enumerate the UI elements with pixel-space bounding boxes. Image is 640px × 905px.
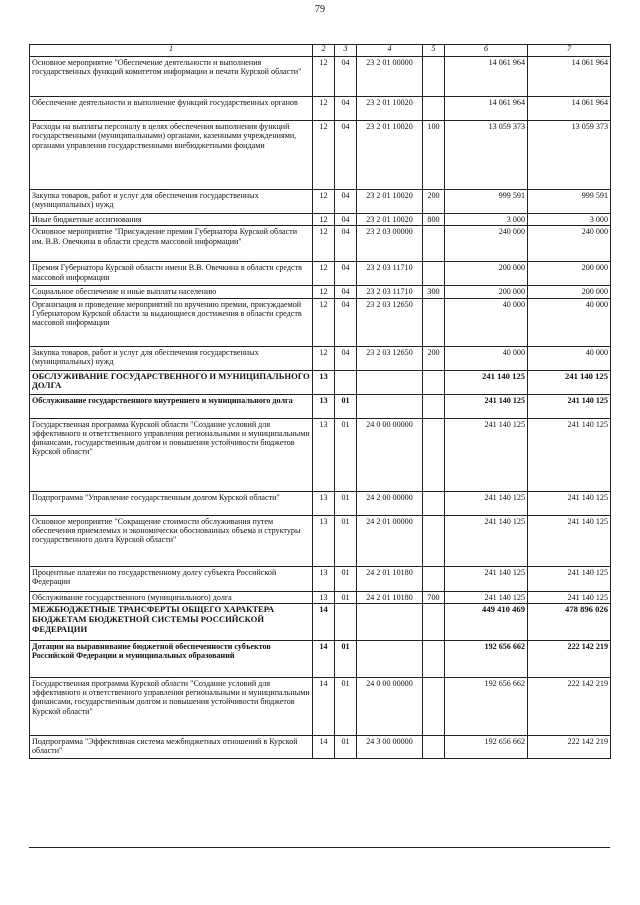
row-expense-type: 300 bbox=[423, 286, 445, 298]
table-row bbox=[30, 735, 611, 758]
row-target-article: 23 2 01 10020 bbox=[357, 121, 423, 190]
row-amount-year2: 240 000 bbox=[528, 226, 611, 262]
row-amount-year1: 241 140 125 bbox=[445, 515, 528, 566]
row-section-code: 14 bbox=[313, 603, 335, 640]
table-row bbox=[30, 226, 611, 262]
row-description: Премия Губернатора Курской области имени В.В. Овечкина в области средств массовой информации bbox=[30, 262, 313, 286]
row-subsection-code: 04 bbox=[335, 262, 357, 286]
row-section-code: 14 bbox=[313, 735, 335, 758]
row-section-code: 13 bbox=[313, 591, 335, 603]
row-expense-type bbox=[423, 735, 445, 758]
row-amount-year1: 999 591 bbox=[445, 190, 528, 214]
row-subsection-code: 04 bbox=[335, 97, 357, 121]
row-description: Расходы на выплаты персоналу в целях обеспечения выполнения функций государственными (муниципальными) органами, казенными учреждениями, органами управления государственными внебюджетными фондами bbox=[30, 121, 313, 190]
row-expense-type bbox=[423, 97, 445, 121]
row-amount-year1: 40 000 bbox=[445, 298, 528, 346]
row-subsection-code: 04 bbox=[335, 286, 357, 298]
row-amount-year1: 192 656 662 bbox=[445, 640, 528, 677]
table-row bbox=[30, 370, 611, 394]
row-subsection-code: 01 bbox=[335, 394, 357, 418]
row-description: Обслуживание государственного (муниципального) долга bbox=[30, 591, 313, 603]
row-expense-type: 200 bbox=[423, 190, 445, 214]
row-amount-year2: 241 140 125 bbox=[528, 394, 611, 418]
table-row bbox=[30, 214, 611, 226]
row-amount-year1: 192 656 662 bbox=[445, 677, 528, 735]
page-number: 79 bbox=[315, 4, 325, 15]
row-section-code: 12 bbox=[313, 262, 335, 286]
row-section-code: 12 bbox=[313, 286, 335, 298]
table-row bbox=[30, 566, 611, 591]
row-target-article: 24 0 00 00000 bbox=[357, 418, 423, 491]
row-section-code: 12 bbox=[313, 190, 335, 214]
row-subsection-code bbox=[335, 370, 357, 394]
row-subsection-code: 04 bbox=[335, 346, 357, 370]
row-amount-year2: 222 142 219 bbox=[528, 640, 611, 677]
row-amount-year2: 200 000 bbox=[528, 262, 611, 286]
row-expense-type: 200 bbox=[423, 346, 445, 370]
row-section-code: 12 bbox=[313, 298, 335, 346]
row-expense-type bbox=[423, 515, 445, 566]
row-expense-type bbox=[423, 603, 445, 640]
table-row bbox=[30, 286, 611, 298]
row-description: Обслуживание государственного внутреннего и муниципального долга bbox=[30, 394, 313, 418]
row-subsection-code: 01 bbox=[335, 515, 357, 566]
row-subsection-code bbox=[335, 603, 357, 640]
row-section-code: 13 bbox=[313, 418, 335, 491]
row-description: МЕЖБЮДЖЕТНЫЕ ТРАНСФЕРТЫ ОБЩЕГО ХАРАКТЕРА БЮДЖЕТАМ БЮДЖЕТНОЙ СИСТЕМЫ РОССИЙСКОЙ ФЕДЕРАЦИИ bbox=[30, 603, 313, 640]
table-row bbox=[30, 121, 611, 190]
row-target-article: 24 3 00 00000 bbox=[357, 735, 423, 758]
row-subsection-code: 04 bbox=[335, 121, 357, 190]
row-section-code: 12 bbox=[313, 346, 335, 370]
row-amount-year2: 241 140 125 bbox=[528, 491, 611, 515]
row-expense-type bbox=[423, 370, 445, 394]
table-row bbox=[30, 57, 611, 97]
row-section-code: 14 bbox=[313, 640, 335, 677]
row-amount-year2: 13 059 373 bbox=[528, 121, 611, 190]
row-description: Государственная программа Курской области "Создание условий для эффективного и ответственного управления региональными и муниципальными финансами, государственным долгом и повышения устойчивости бюджетов Курской области" bbox=[30, 418, 313, 491]
row-description: Закупка товаров, работ и услуг для обеспечения государственных (муниципальных) нужд bbox=[30, 346, 313, 370]
row-amount-year1: 13 059 373 bbox=[445, 121, 528, 190]
row-expense-type bbox=[423, 566, 445, 591]
row-amount-year1: 200 000 bbox=[445, 262, 528, 286]
row-amount-year1: 3 000 bbox=[445, 214, 528, 226]
row-amount-year1: 40 000 bbox=[445, 346, 528, 370]
row-target-article: 23 2 01 10020 bbox=[357, 97, 423, 121]
table-row bbox=[30, 298, 611, 346]
table-row bbox=[30, 591, 611, 603]
row-section-code: 12 bbox=[313, 214, 335, 226]
column-header-3: 3 bbox=[335, 45, 357, 57]
row-expense-type bbox=[423, 57, 445, 97]
column-header-row bbox=[30, 45, 611, 57]
row-amount-year2: 14 061 964 bbox=[528, 57, 611, 97]
row-amount-year2: 241 140 125 bbox=[528, 418, 611, 491]
row-description: Подпрограмма "Эффективная система межбюджетных отношений в Курской области" bbox=[30, 735, 313, 758]
budget-table bbox=[29, 44, 611, 759]
column-header-5: 5 bbox=[423, 45, 445, 57]
row-amount-year1: 14 061 964 bbox=[445, 97, 528, 121]
row-subsection-code: 01 bbox=[335, 566, 357, 591]
row-amount-year2: 200 000 bbox=[528, 286, 611, 298]
row-amount-year2: 40 000 bbox=[528, 346, 611, 370]
row-description: Иные бюджетные ассигнования bbox=[30, 214, 313, 226]
table-row bbox=[30, 346, 611, 370]
row-target-article: 24 0 00 00000 bbox=[357, 677, 423, 735]
column-header-6: 6 bbox=[445, 45, 528, 57]
row-target-article: 23 2 03 12650 bbox=[357, 346, 423, 370]
row-amount-year1: 241 140 125 bbox=[445, 591, 528, 603]
row-expense-type: 100 bbox=[423, 121, 445, 190]
row-expense-type bbox=[423, 226, 445, 262]
row-target-article: 23 2 03 00000 bbox=[357, 226, 423, 262]
table-row bbox=[30, 491, 611, 515]
row-amount-year2: 222 142 219 bbox=[528, 677, 611, 735]
row-target-article: 23 2 01 10020 bbox=[357, 190, 423, 214]
table-row bbox=[30, 262, 611, 286]
row-amount-year1: 14 061 964 bbox=[445, 57, 528, 97]
table-row bbox=[30, 640, 611, 677]
row-expense-type bbox=[423, 394, 445, 418]
row-section-code: 14 bbox=[313, 677, 335, 735]
row-amount-year1: 449 410 469 bbox=[445, 603, 528, 640]
row-subsection-code: 04 bbox=[335, 226, 357, 262]
row-expense-type bbox=[423, 298, 445, 346]
column-header-1: 1 bbox=[30, 45, 313, 57]
row-amount-year2: 14 061 964 bbox=[528, 97, 611, 121]
row-section-code: 13 bbox=[313, 394, 335, 418]
row-target-article: 24 2 01 10180 bbox=[357, 591, 423, 603]
row-amount-year2: 478 896 026 bbox=[528, 603, 611, 640]
row-amount-year2: 241 140 125 bbox=[528, 370, 611, 394]
row-description: Подпрограмма "Управление государственным долгом Курской области" bbox=[30, 491, 313, 515]
row-section-code: 13 bbox=[313, 515, 335, 566]
row-expense-type bbox=[423, 262, 445, 286]
row-target-article: 23 2 01 00000 bbox=[357, 57, 423, 97]
row-section-code: 12 bbox=[313, 57, 335, 97]
row-amount-year2: 3 000 bbox=[528, 214, 611, 226]
row-subsection-code: 01 bbox=[335, 735, 357, 758]
row-section-code: 13 bbox=[313, 370, 335, 394]
row-amount-year2: 241 140 125 bbox=[528, 566, 611, 591]
row-subsection-code: 04 bbox=[335, 298, 357, 346]
row-expense-type bbox=[423, 677, 445, 735]
row-section-code: 12 bbox=[313, 226, 335, 262]
row-target-article bbox=[357, 370, 423, 394]
row-subsection-code: 04 bbox=[335, 214, 357, 226]
row-expense-type bbox=[423, 640, 445, 677]
row-description: Социальное обеспечение и иные выплаты населению bbox=[30, 286, 313, 298]
row-description: Обеспечение деятельности и выполнение функций государственных органов bbox=[30, 97, 313, 121]
row-subsection-code: 01 bbox=[335, 640, 357, 677]
column-header-4: 4 bbox=[357, 45, 423, 57]
page-bottom-rule bbox=[29, 847, 610, 848]
row-target-article bbox=[357, 640, 423, 677]
row-amount-year1: 192 656 662 bbox=[445, 735, 528, 758]
row-amount-year1: 200 000 bbox=[445, 286, 528, 298]
row-section-code: 13 bbox=[313, 566, 335, 591]
row-amount-year1: 241 140 125 bbox=[445, 418, 528, 491]
table-row bbox=[30, 603, 611, 640]
table-row bbox=[30, 394, 611, 418]
table-row bbox=[30, 97, 611, 121]
row-description: Процентные платежи по государственному долгу субъекта Российской Федерации bbox=[30, 566, 313, 591]
row-target-article: 24 2 01 10180 bbox=[357, 566, 423, 591]
row-description: Организация и проведение мероприятий по вручению премии, присуждаемой Губернатором Курской области за выдающиеся достижения в области средств массовой информации bbox=[30, 298, 313, 346]
row-target-article: 24 2 00 00000 bbox=[357, 491, 423, 515]
row-amount-year2: 241 140 125 bbox=[528, 515, 611, 566]
row-subsection-code: 01 bbox=[335, 591, 357, 603]
row-target-article bbox=[357, 394, 423, 418]
row-section-code: 13 bbox=[313, 491, 335, 515]
row-description: Основное мероприятие "Сокращение стоимости обслуживания путем обеспечения приемлемых и экономически обоснованных объема и структуры государственного долга Курской области" bbox=[30, 515, 313, 566]
row-subsection-code: 01 bbox=[335, 418, 357, 491]
row-subsection-code: 01 bbox=[335, 491, 357, 515]
row-section-code: 12 bbox=[313, 97, 335, 121]
row-target-article bbox=[357, 603, 423, 640]
row-target-article: 24 2 01 00000 bbox=[357, 515, 423, 566]
table-row bbox=[30, 418, 611, 491]
row-amount-year1: 241 140 125 bbox=[445, 370, 528, 394]
row-target-article: 23 2 03 12650 bbox=[357, 298, 423, 346]
table-row bbox=[30, 515, 611, 566]
row-amount-year1: 241 140 125 bbox=[445, 566, 528, 591]
row-amount-year2: 999 591 bbox=[528, 190, 611, 214]
row-subsection-code: 01 bbox=[335, 677, 357, 735]
row-description: Основное мероприятие "Присуждение премии Губернатора Курской области им. В.В. Овечкина в области средств массовой информации" bbox=[30, 226, 313, 262]
row-target-article: 23 2 01 10020 bbox=[357, 214, 423, 226]
row-amount-year2: 222 142 219 bbox=[528, 735, 611, 758]
table-row bbox=[30, 677, 611, 735]
row-target-article: 23 2 03 11710 bbox=[357, 286, 423, 298]
row-expense-type: 800 bbox=[423, 214, 445, 226]
row-amount-year2: 241 140 125 bbox=[528, 591, 611, 603]
row-description: Государственная программа Курской области "Создание условий для эффективного и ответственного управления региональными и муниципальными финансами, государственным долгом и повышения устойчивости бюджетов Курской области" bbox=[30, 677, 313, 735]
row-amount-year1: 241 140 125 bbox=[445, 491, 528, 515]
row-subsection-code: 04 bbox=[335, 57, 357, 97]
row-description: Дотации на выравнивание бюджетной обеспеченности субъектов Российской Федерации и муниципальных образований bbox=[30, 640, 313, 677]
table-row bbox=[30, 190, 611, 214]
row-amount-year1: 241 140 125 bbox=[445, 394, 528, 418]
column-header-2: 2 bbox=[313, 45, 335, 57]
row-expense-type bbox=[423, 418, 445, 491]
row-subsection-code: 04 bbox=[335, 190, 357, 214]
row-description: ОБСЛУЖИВАНИЕ ГОСУДАРСТВЕННОГО И МУНИЦИПАЛЬНОГО ДОЛГА bbox=[30, 370, 313, 394]
row-expense-type: 700 bbox=[423, 591, 445, 603]
row-description: Основное мероприятие "Обеспечение деятельности и выполнения государственных функций комитетом информации и печати Курской области" bbox=[30, 57, 313, 97]
row-section-code: 12 bbox=[313, 121, 335, 190]
row-target-article: 23 2 03 11710 bbox=[357, 262, 423, 286]
row-amount-year1: 240 000 bbox=[445, 226, 528, 262]
column-header-7: 7 bbox=[528, 45, 611, 57]
row-description: Закупка товаров, работ и услуг для обеспечения государственных (муниципальных) нужд bbox=[30, 190, 313, 214]
row-expense-type bbox=[423, 491, 445, 515]
row-amount-year2: 40 000 bbox=[528, 298, 611, 346]
